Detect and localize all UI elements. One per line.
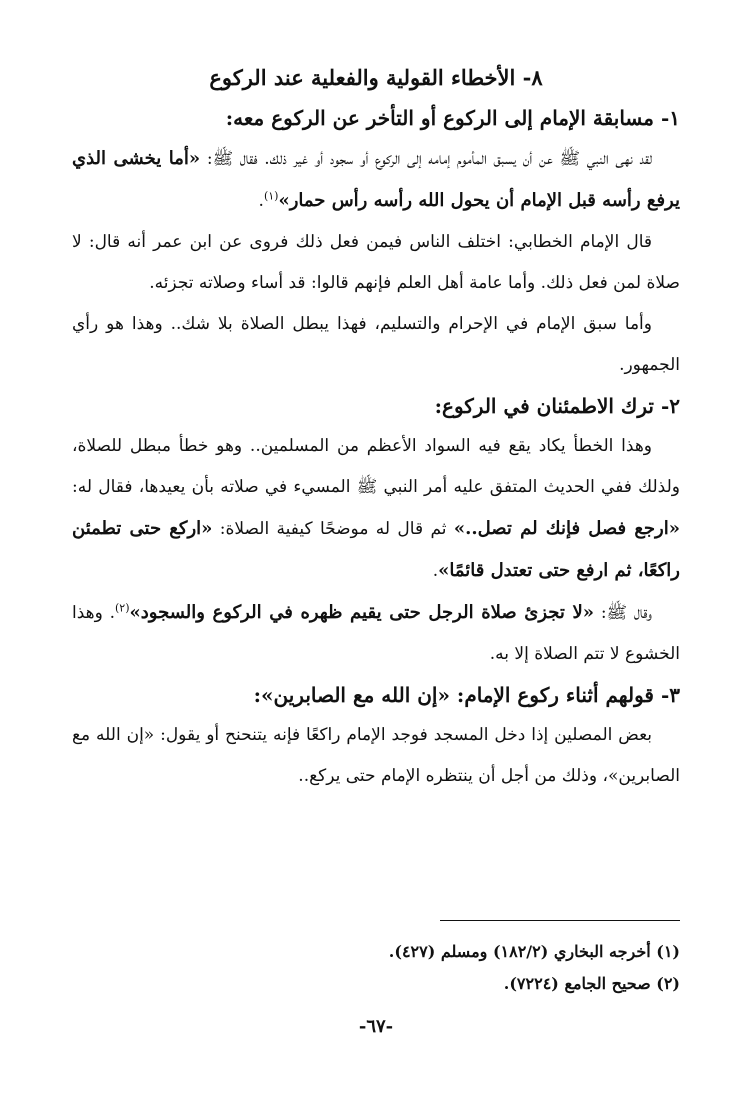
text: . وهذا الخشوع لا تتم الصلاة إلا به. (72, 603, 680, 664)
section-2-paragraph-2 (72, 592, 680, 675)
hadith-quote: «أما يخشى الذي يرفع رأسه قبل الإمام أن يحول الله رأسه رأس حمار» (72, 148, 680, 211)
hadith-quote: «ارجع فصل فإنك لم تصل..» (453, 518, 680, 539)
text: وقال ﷺ: (594, 603, 652, 623)
footnote-divider (440, 920, 680, 921)
text: وهذا الخطأ يكاد يقع فيه السواد الأعظم من المسلمين.. وهو خطأ مبطل للصلاة، ولذلك ففي الحديث المتفق عليه أمر النبي ﷺ المسيء في صلاته بأن يعيدها، فقال له: (72, 436, 680, 497)
section-1 (72, 98, 680, 386)
footnote-ref-2: (٢) (115, 601, 130, 615)
section-3-paragraph-1: بعض المصلين إذا دخل المسجد فوجد الإمام راكعًا فإنه يتنحنح أو يقول: «إن الله مع الصابرين»، وذلك من أجل أن ينتظره الإمام حتى يركع.. (72, 725, 680, 786)
section-3 (72, 675, 680, 797)
section-1-heading: ١- مسابقة الإمام إلى الركوع أو التأخر عن الركوع معه: (225, 106, 680, 130)
hadith-quote: «لا تجزئ صلاة الرجل حتى يقيم ظهره في الركوع والسجود» (129, 602, 595, 623)
text: . (432, 561, 439, 581)
page-number: -٦٧- (358, 1016, 394, 1037)
footnote-2: (٢) صحيح الجامع (٧٢٢٤). (503, 974, 680, 993)
section-2-heading: ٢- ترك الاطمئنان في الركوع: (434, 394, 680, 418)
hadith-quote: «اركع حتى تطمئن راكعًا، ثم ارفع حتى تعتدل قائمًا» (72, 518, 680, 581)
section-2 (72, 386, 680, 675)
footnote-ref-1: (١) (263, 189, 279, 203)
section-1-paragraph-2: قال الإمام الخطابي: اختلف الناس فيمن فعل ذلك فروى عن ابن عمر أنه قال: لا صلاة لمن فعل ذلك. وأما عامة أهل العلم فإنهم قالوا: قد أساء وصلاته تجزئه. (72, 232, 680, 293)
text: . (258, 191, 264, 211)
page-body (72, 58, 680, 1078)
section-2-paragraph-1 (72, 426, 680, 592)
section-1-paragraph-1 (72, 138, 680, 222)
section-1-paragraph-3: وأما سبق الإمام في الإحرام والتسليم، فهذا يبطل الصلاة بلا شك.. وهذا هو رأي الجمهور. (72, 314, 680, 375)
footnote-1: (١) أخرجه البخاري (١٨٢/٢) ومسلم (٤٢٧). (388, 942, 680, 961)
chapter-title: ٨- الأخطاء القولية والفعلية عند الركوع (209, 65, 543, 90)
section-3-heading: ٣- قولهم أثناء ركوع الإمام: «إن الله مع الصابرين»: (253, 683, 680, 707)
footnotes (72, 936, 680, 1000)
text: لقد نهى النبي ﷺ عن أن يسبق المأموم إمامه إلى الركوع أو سجود أو غير ذلك. فقال ﷺ: (200, 149, 652, 169)
text: ثم قال له موضحًا كيفية الصلاة: (212, 519, 454, 539)
